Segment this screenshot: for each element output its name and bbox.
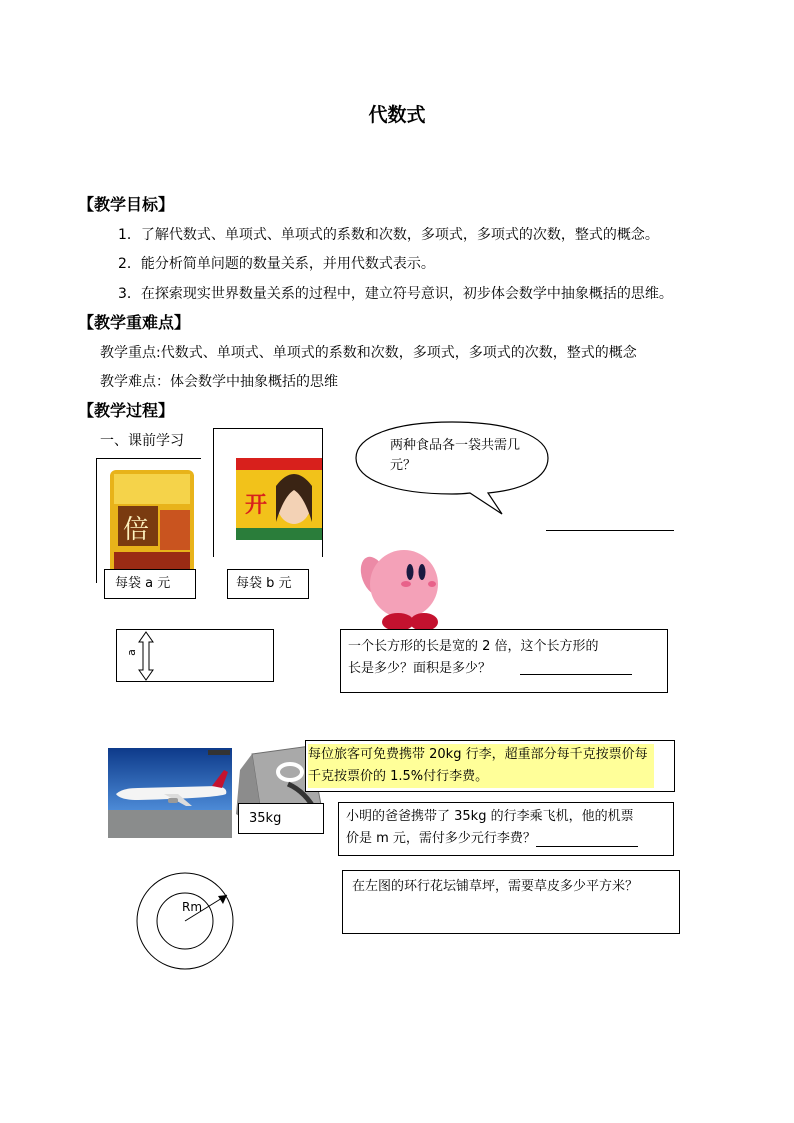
snack-bag-b-image (234, 456, 324, 542)
goal-1: 1．了解代数式、单项式、单项式的系数和次数，多项式，多项式的次数，整式的概念。 (118, 227, 659, 243)
lawn-question: 在左图的环行花坛铺草坪，需要草皮多少平方米？ (352, 879, 639, 894)
goal-3: 3．在探索现实世界数量关系的过程中，建立符号意识，初步体会数学中抽象概括的思维。 (118, 286, 673, 302)
goal-2: 2．能分析简单问题的数量关系，并用代数式表示。 (118, 256, 435, 272)
price-a-label: 每袋 a 元 (104, 569, 196, 599)
rectangle-question: 一个长方形的长是宽的 2 倍，这个长方形的长是多少？面积是多少？ (348, 639, 599, 676)
radius-label: Rm (182, 900, 203, 914)
key-focus: 教学重点:代数式、单项式、单项式的系数和次数，多项式，多项式的次数，整式的概念 (100, 345, 637, 361)
section-goals: 【教学目标】 (78, 195, 175, 214)
section-key-points: 【教学重难点】 (78, 313, 191, 332)
section-process: 【教学过程】 (78, 401, 175, 420)
rectangle-side-label: a (124, 649, 138, 656)
rectangle-answer-blank[interactable] (520, 674, 632, 675)
luggage-question: 小明的爸爸携带了 35kg 的行李乘飞机，他的机票价是 m 元，需付多少元行李费？ (346, 809, 634, 846)
svg-text:开: 开 (244, 493, 268, 518)
luggage-weight-label: 35kg (238, 803, 324, 834)
bubble-text: 两种食品各一袋共需几元？ (390, 438, 521, 473)
answer-blank[interactable] (546, 530, 674, 531)
kirby-character-image (352, 544, 448, 636)
pre-class-heading: 一、课前学习 (100, 433, 184, 449)
luggage-answer-blank[interactable] (536, 846, 638, 847)
page-title: 代数式 (368, 104, 426, 126)
price-b-label: 每袋 b 元 (227, 569, 309, 599)
airplane-image (108, 748, 232, 838)
snack-bag-a-image (108, 466, 196, 580)
ring-figure (135, 871, 235, 971)
svg-text:倍: 倍 (122, 515, 150, 545)
key-difficulty: 教学难点：体会数学中抽象概括的思维 (100, 374, 338, 390)
double-arrow-icon (138, 631, 154, 681)
luggage-rule: 每位旅客可免费携带 20kg 行李，超重部分每千克按票价每千克按票价的 1.5%付行李费。 (308, 744, 654, 788)
